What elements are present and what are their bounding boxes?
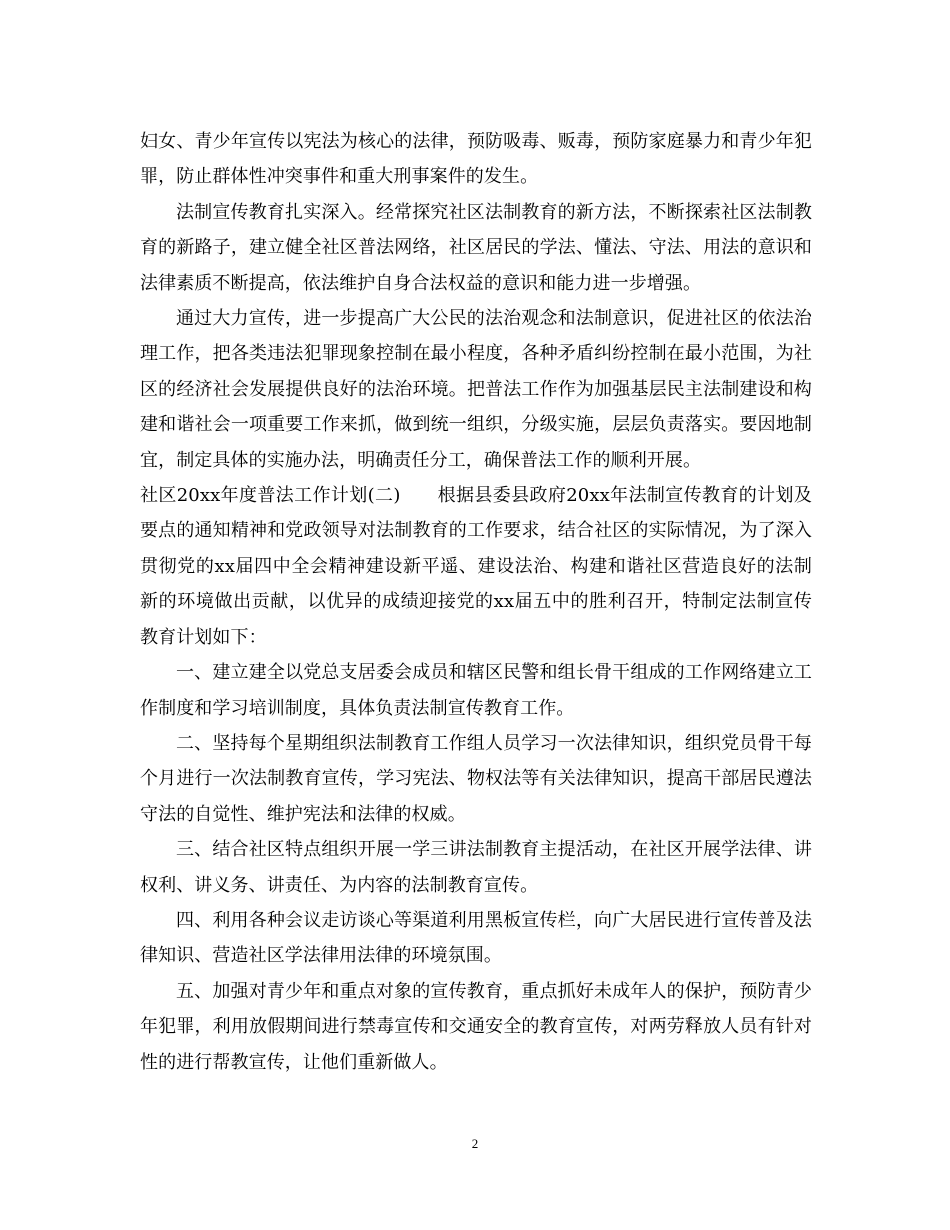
paragraph-item-one: 一、建立建全以党总支居委会成员和辖区民警和组长骨干组成的工作网络建立工作制度和学习培训制度，具体负责法制宣传教育工作。 (140, 662, 812, 719)
paragraph-publicity: 通过大力宣传，进一步提高广大公民的法治观念和法制意识，促进社区的依法治理工作，把各类违法犯罪现象控制在最小程度，各种矛盾纠纷控制在最小范围，为社区的经济社会发展提供良好的法治环境。把普法工作作为加强基层民主法制建设和构建和谐社会一项重要工作来抓，做到统一组织，分级实施，层层负责落实。要因地制宜，制定具体的实施办法，明确责任分工，确保普法工作的顺利开展。 (140, 308, 812, 471)
paragraph-item-five: 五、加强对青少年和重点对象的宣传教育，重点抓好未成年人的保护，预防青少年犯罪，利用放假期间进行禁毒宣传和交通安全的教育宣传，对两劳释放人员有针对性的进行帮教宣传，让他们重新做人。 (140, 980, 812, 1073)
document-body (140, 124, 812, 1080)
page-number: 2 (471, 1136, 479, 1151)
paragraph-item-two: 二、坚持每个星期组织法制教育工作组人员学习一次法律知识，组织党员骨干每个月进行一次法制教育宣传，学习宪法、物权法等有关法律知识，提高干部居民遵法守法的自觉性、维护宪法和法律的权威。 (140, 732, 812, 825)
paragraph-item-four: 四、利用各种会议走访谈心等渠道利用黑板宣传栏，向广大居民进行宣传普及法律知识、营造社区学法律用法律的环境氛围。 (140, 909, 812, 967)
paragraph-item-three: 三、结合社区特点组织开展一学三讲法制教育主提活动，在社区开展学法律、讲权利、讲义务、讲责任、为内容的法制教育宣传。 (140, 839, 812, 896)
paragraph-legal-education: 法制宣传教育扎实深入。经常探究社区法制教育的新方法，不断探索社区法制教育的新路子，建立健全社区普法网络，社区居民的学法、懂法、守法、用法的意识和法律素质不断提高，依法维护自身合法权益的意识和能力进一步增强。 (140, 201, 812, 294)
paragraph-plan-two-intro: 社区20xx年度普法工作计划(二) 根据县委县政府20xx年法制宣传教育的计划及要点的通知精神和党政领导对法制教育的工作要求，结合社区的实际情况，为了深入贯彻党的xx届四中全会精神建设新平遥、建设法治、构建和谐社区营造良好的法制新的环境做出贡献，以优异的成绩迎接党的xx届五中的胜利召开，特制定法制宣传教育计划如下： (140, 485, 812, 648)
paragraph-continuation: 妇女、青少年宣传以宪法为核心的法律，预防吸毒、贩毒，预防家庭暴力和青少年犯罪，防止群体性冲突事件和重大刑事案件的发生。 (140, 131, 812, 188)
